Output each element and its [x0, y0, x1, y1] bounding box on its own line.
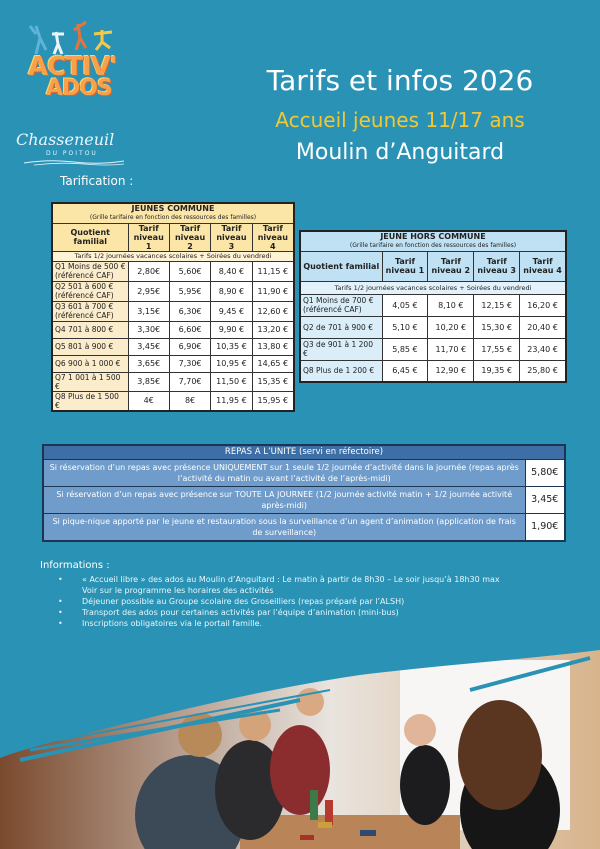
table-row: [52, 391, 294, 411]
price-cell: 11,95 €: [211, 391, 252, 411]
table-row: [52, 281, 294, 301]
table-title-cell: [52, 203, 294, 223]
col-header-quotient: Quotient familial: [300, 251, 382, 281]
quotient-cell: [52, 261, 128, 281]
table-header-row: [52, 203, 294, 223]
price-cell: 12,60 €: [252, 301, 294, 321]
col-header: Tarif niveau 2: [428, 251, 474, 281]
price-cell: 3,15€: [128, 301, 169, 321]
table-jeune-hors-commune: [299, 230, 567, 383]
price-cell: 17,55 €: [474, 338, 520, 360]
page-location: Moulin d’Anguitard: [295, 140, 505, 165]
col-header: Tarif niveau 1: [128, 223, 169, 251]
quotient-range: Q3 601 à 700 €: [55, 302, 114, 311]
quotient-range: Q4 701 à 800 €: [55, 325, 114, 334]
repas-description: Si réservation d’un repas avec présence sur TOUTE LA JOURNEE (1/2 journée activité matin + 1/2 journée activité après-midi): [43, 486, 525, 513]
repas-title: REPAS A L’UNITE (servi en réfectoire): [43, 445, 565, 459]
quotient-cell: [52, 391, 128, 411]
info-text: Transport des ados pour certaines activités par l’équipe d’animation (mini-bus): [82, 608, 399, 617]
quotient-note: (référencé CAF): [303, 305, 362, 314]
table-band: Tarifs 1/2 journées vacances scolaires + Soirées du vendredi: [300, 281, 566, 294]
price-cell: 9,45 €: [211, 301, 252, 321]
col-header: Tarif niveau 3: [211, 223, 252, 251]
repas-row: [43, 459, 565, 486]
price-cell: 25,80 €: [520, 360, 566, 382]
price-cell: 4,05 €: [382, 294, 428, 316]
price-cell: 13,80 €: [252, 338, 294, 355]
quotient-range: Q6 900 à 1 000 €: [55, 359, 121, 368]
column-header-row: [52, 223, 294, 251]
quotient-cell: [52, 338, 128, 355]
price-cell: 23,40 €: [520, 338, 566, 360]
price-cell: 12,90 €: [428, 360, 474, 382]
table-row: [52, 301, 294, 321]
price-cell: 15,30 €: [474, 316, 520, 338]
repas-price: 1,90€: [525, 513, 565, 541]
table-repas: [42, 444, 566, 542]
price-cell: 8,10 €: [428, 294, 474, 316]
quotient-cell: [52, 281, 128, 301]
quotient-range: Q2 de 701 à 900 €: [303, 322, 373, 332]
table-row: [300, 360, 566, 382]
quotient-range: Q8 Plus de 1 500 €: [55, 391, 119, 410]
price-cell: 20,40 €: [520, 316, 566, 338]
informations-title: Informations :: [40, 560, 110, 571]
price-cell: 19,35 €: [474, 360, 520, 382]
price-cell: 10,95 €: [211, 355, 252, 372]
price-cell: 6,45 €: [382, 360, 428, 382]
quotient-note: (référencé CAF): [55, 291, 114, 300]
town-name: Chasseneuil: [16, 130, 115, 149]
price-cell: 6,90€: [169, 338, 210, 355]
price-cell: 10,35 €: [211, 338, 252, 355]
table-band: Tarifs 1/2 journées vacances scolaires + Soirées du vendredi: [52, 251, 294, 261]
price-cell: 5,60€: [169, 261, 210, 281]
col-header: Tarif niveau 4: [252, 223, 294, 251]
col-header: Tarif niveau 4: [520, 251, 566, 281]
col-header-quotient: Quotient familial: [52, 223, 128, 251]
price-cell: 5,85 €: [382, 338, 428, 360]
price-cell: 2,95€: [128, 281, 169, 301]
repas-description: Si pique-nique apporté par le jeune et restauration sous la surveillance d’un agent d’animation (application de frais de surveillance): [43, 513, 525, 541]
quotient-range: Q7 1 001 à 1 500 €: [55, 372, 121, 391]
wave-icon: [24, 158, 124, 166]
price-cell: 7,30€: [169, 355, 210, 372]
price-cell: 11,90 €: [252, 281, 294, 301]
price-cell: 8,90 €: [211, 281, 252, 301]
quotient-range: Q5 801 à 900 €: [55, 342, 114, 351]
repas-row: [43, 513, 565, 541]
info-item: [70, 596, 595, 607]
price-cell: 5,10 €: [382, 316, 428, 338]
price-cell: 15,95 €: [252, 391, 294, 411]
table-title: JEUNE HORS COMMUNE: [380, 232, 486, 242]
price-cell: 4€: [128, 391, 169, 411]
table-header-row: [300, 231, 566, 251]
quotient-cell: [300, 360, 382, 382]
table-row: [300, 316, 566, 338]
quotient-cell: [52, 372, 128, 391]
quotient-cell: [52, 301, 128, 321]
info-item: [70, 574, 595, 596]
tarification-label: Tarification :: [60, 174, 134, 188]
price-cell: 7,70€: [169, 372, 210, 391]
price-cell: 5,95€: [169, 281, 210, 301]
price-cell: 11,15 €: [252, 261, 294, 281]
teens-playing-photo: [0, 640, 600, 849]
info-item: [70, 618, 595, 629]
quotient-cell: [52, 355, 128, 372]
repas-price: 3,45€: [525, 486, 565, 513]
price-cell: 10,20 €: [428, 316, 474, 338]
table-row: [300, 294, 566, 316]
quotient-cell: [300, 316, 382, 338]
price-cell: 13,20 €: [252, 321, 294, 338]
price-cell: 3,45€: [128, 338, 169, 355]
price-cell: 15,35 €: [252, 372, 294, 391]
page-subtitle: Accueil jeunes 11/17 ans: [275, 108, 525, 132]
quotient-cell: [52, 321, 128, 338]
repas-description: Si réservation d’un repas avec présence UNIQUEMENT sur 1 seule 1/2 journée d’activité dans la journée (repas après l’activité du matin ou avant l’activité de l’après-midi): [43, 459, 525, 486]
price-cell: 2,80€: [128, 261, 169, 281]
price-cell: 3,30€: [128, 321, 169, 338]
price-cell: 6,60€: [169, 321, 210, 338]
price-cell: 11,70 €: [428, 338, 474, 360]
info-text: Inscriptions obligatoires via le portail famille.: [82, 619, 263, 628]
quotient-range: Q8 Plus de 1 200 €: [303, 366, 375, 376]
info-item: [70, 607, 595, 618]
info-text: « Accueil libre » des ados au Moulin d’Anguitard : Le matin à partir de 8h30 – Le soir jusqu’à 18h30 max: [82, 575, 500, 584]
price-cell: 11,50 €: [211, 372, 252, 391]
quotient-cell: [300, 294, 382, 316]
table-row: [52, 372, 294, 391]
table-row: [52, 321, 294, 338]
quotient-cell: [300, 338, 382, 360]
price-cell: 12,15 €: [474, 294, 520, 316]
price-cell: 8€: [169, 391, 210, 411]
activ-ados-logo: [14, 20, 124, 160]
table-title: JEUNES COMMUNE: [131, 204, 215, 214]
col-header: Tarif niveau 2: [169, 223, 210, 251]
repas-row: [43, 486, 565, 513]
price-cell: 9,90 €: [211, 321, 252, 338]
quotient-note: (référencé CAF): [55, 311, 114, 320]
price-cell: 3,85€: [128, 372, 169, 391]
quotient-range: Q2 501 à 600 €: [55, 282, 114, 291]
town-subtitle: DU POITOU: [46, 150, 98, 157]
table-subtitle: (Grille tarifaire en fonction des ressources des familles): [349, 242, 517, 250]
quotient-range: Q3 de 901 à 1 200 €: [303, 340, 373, 358]
table-title-cell: [300, 231, 566, 251]
col-header: Tarif niveau 3: [474, 251, 520, 281]
price-cell: 16,20 €: [520, 294, 566, 316]
table-row: [52, 355, 294, 372]
table-row: [52, 338, 294, 355]
price-cell: 6,30€: [169, 301, 210, 321]
price-cell: 8,40 €: [211, 261, 252, 281]
page-title: Tarifs et infos 2026: [266, 64, 534, 97]
repas-price: 5,80€: [525, 459, 565, 486]
price-cell: 14,65 €: [252, 355, 294, 372]
informations-list: [70, 574, 595, 629]
info-text-continued: Voir sur le programme les horaires des activités: [82, 586, 274, 595]
table-jeunes-commune: [51, 202, 295, 412]
quotient-range: Q1 Moins de 700 €: [303, 296, 374, 305]
col-header: Tarif niveau 1: [382, 251, 428, 281]
quotient-range: Q1 Moins de 500 €: [55, 262, 126, 271]
column-header-row: [300, 251, 566, 281]
quotient-note: (référencé CAF): [55, 271, 114, 280]
brand-wordmark: ACTIV' ADOS: [28, 52, 117, 101]
table-row: [300, 338, 566, 360]
table-row: [52, 261, 294, 281]
info-text: Déjeuner possible au Groupe scolaire des Groseilliers (repas préparé par l’ALSH): [82, 597, 405, 606]
table-subtitle: (Grille tarifaire en fonction des ressources des familles): [89, 214, 257, 222]
price-cell: 3,65€: [128, 355, 169, 372]
